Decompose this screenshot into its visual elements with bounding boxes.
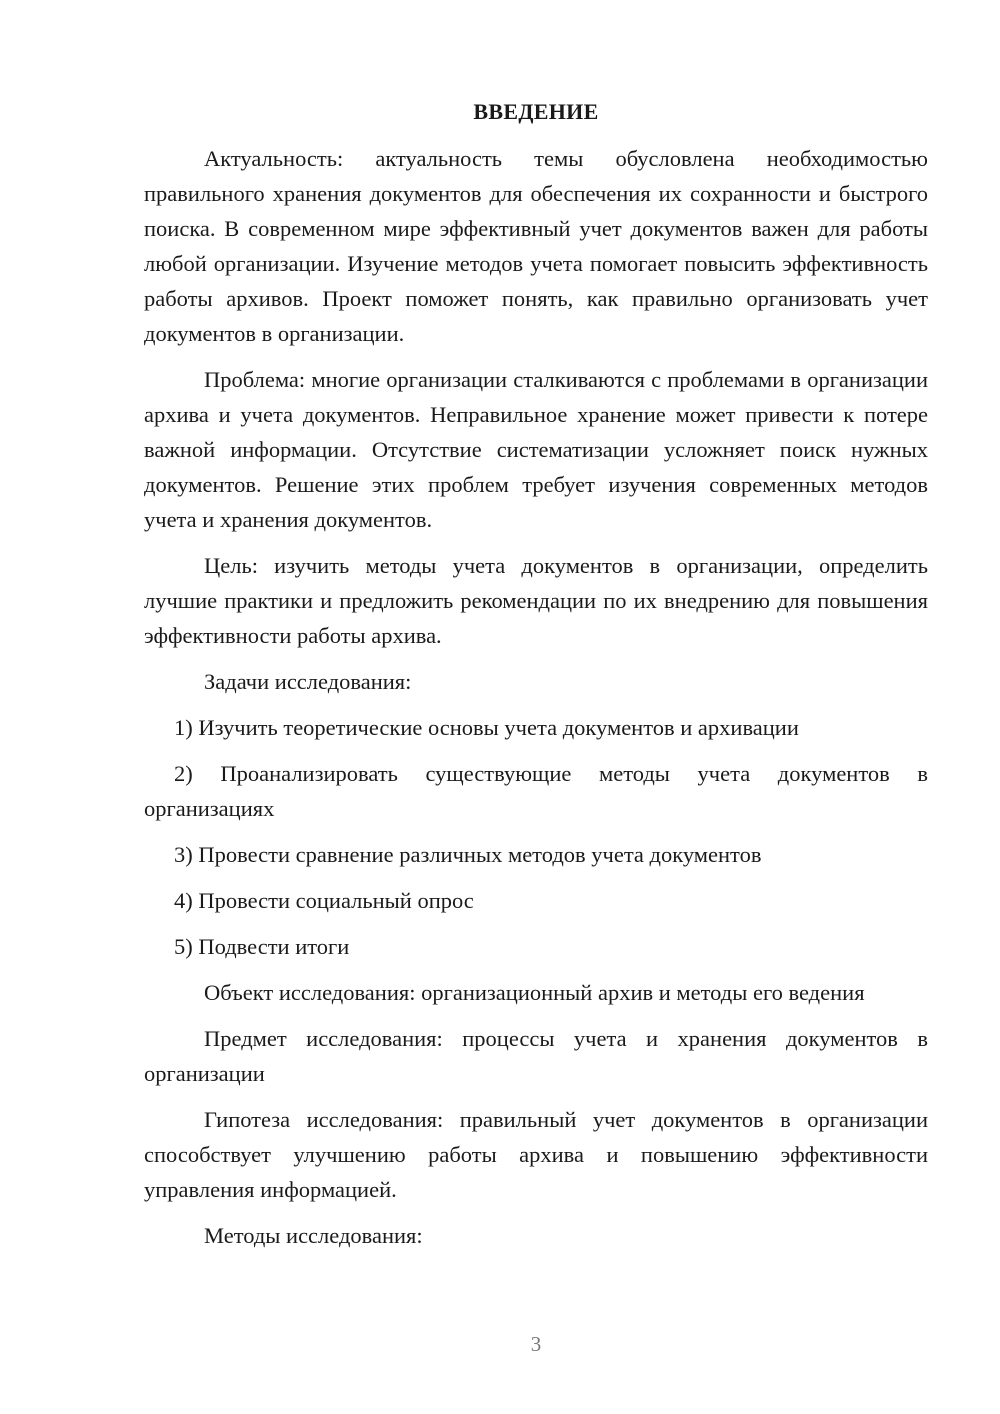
paragraph-subject: Предмет исследования: процессы учета и хранения документов в организации	[144, 1026, 928, 1086]
methods-heading: Методы исследования:	[204, 1223, 423, 1248]
tasks-heading: Задачи исследования:	[204, 669, 412, 694]
tasks-list	[144, 710, 928, 964]
paragraph-problem: Проблема: многие организации сталкиваются с проблемами в организации архива и учета документов. Неправильное хранение может привести к потере важной информации. Отсутствие систематизации усложняет поиск нужных документов. Решение этих проблем требует изучения современных методов учета и хранения документов.	[144, 367, 928, 532]
list-item: 1) Изучить теоретические основы учета документов и архивации	[174, 715, 799, 740]
page-number: 3	[530, 1332, 542, 1356]
paragraph-hypothesis: Гипотеза исследования: правильный учет документов в организации способствует улучшению работы архива и повышению эффективности управления информацией.	[144, 1107, 928, 1202]
list-item: 5) Подвести итоги	[174, 934, 350, 959]
paragraph-relevance: Актуальность: актуальность темы обусловлена необходимостью правильного хранения документов для обеспечения их сохранности и быстрого поиска. В современном мире эффективный учет документов важен для работы любой организации. Изучение методов учета помогает повысить эффективность работы архивов. Проект поможет понять, как правильно организовать учет документов в организации.	[144, 146, 928, 346]
page-content	[144, 94, 928, 1264]
paragraph-object: Объект исследования: организационный архив и методы его ведения	[204, 980, 865, 1005]
page-title: ВВЕДЕНИЕ	[473, 99, 599, 124]
list-item: 3) Провести сравнение различных методов учета документов	[174, 842, 762, 867]
list-item: 2) Проанализировать существующие методы учета документов в организациях	[144, 761, 928, 821]
paragraph-goal: Цель: изучить методы учета документов в организации, определить лучшие практики и предложить рекомендации по их внедрению для повышения эффективности работы архива.	[144, 553, 928, 648]
list-item: 4) Провести социальный опрос	[174, 888, 474, 913]
